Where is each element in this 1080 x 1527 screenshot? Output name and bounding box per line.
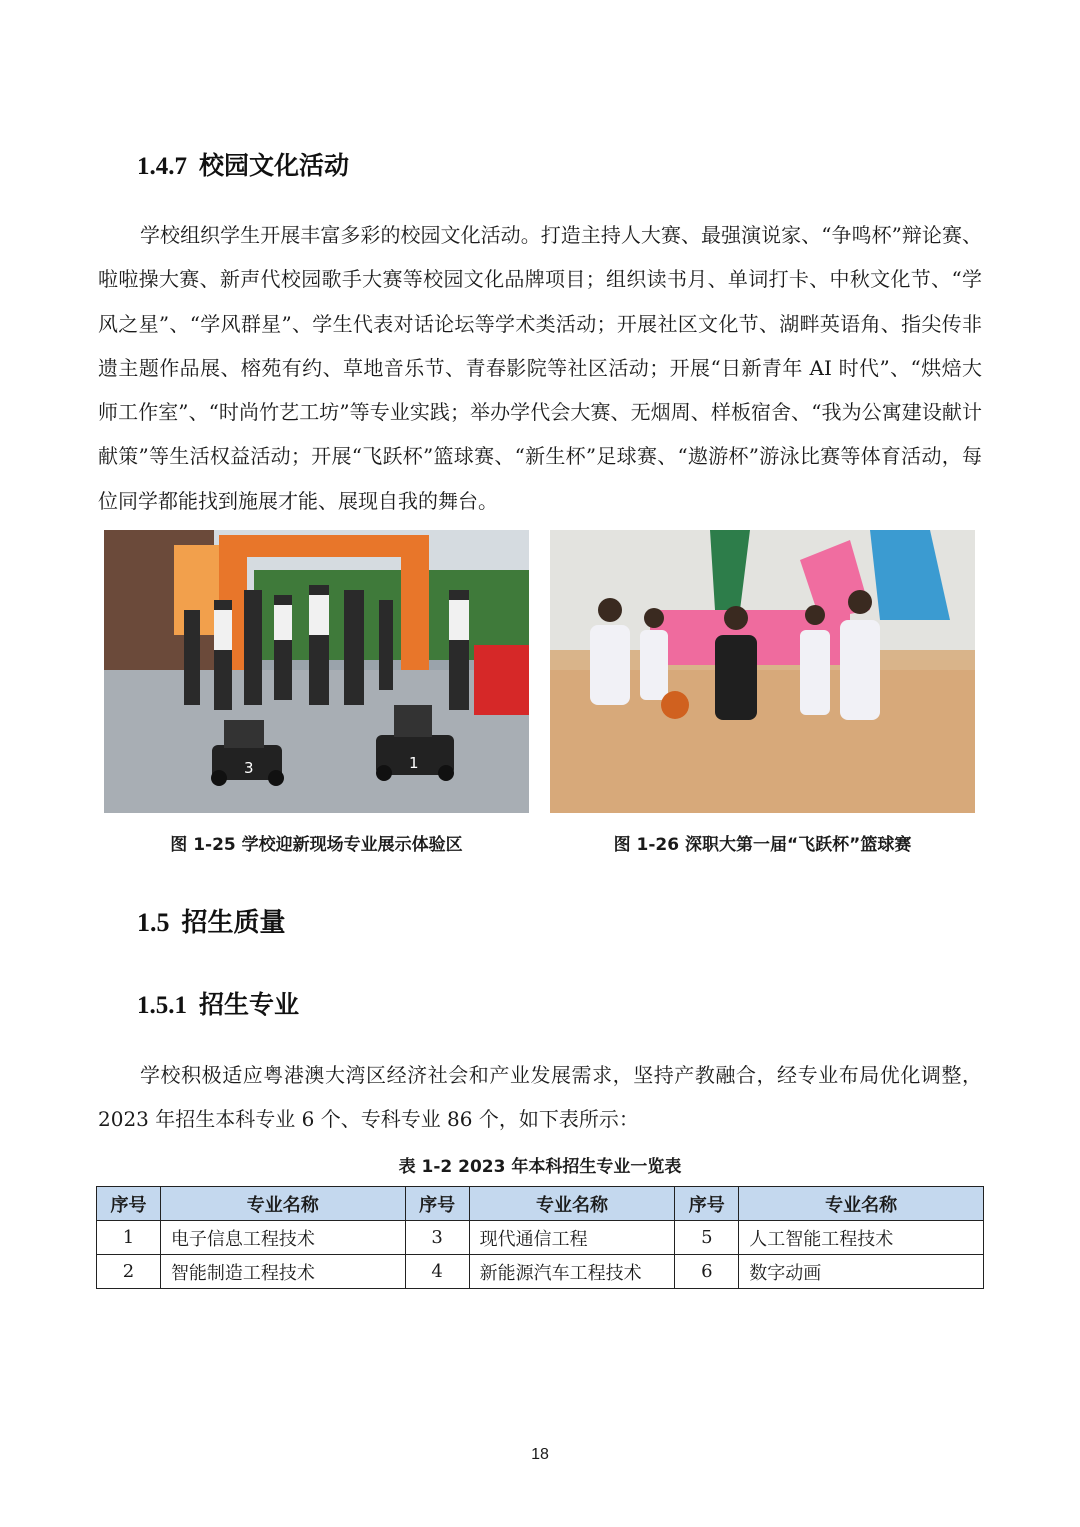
header-index: 序号	[405, 1187, 469, 1221]
cell-major-name: 智能制造工程技术	[160, 1255, 405, 1289]
majors-table	[96, 1186, 984, 1289]
photo-basketball-game	[550, 530, 975, 813]
robot-exhibition-image	[104, 530, 529, 813]
cell-index: 3	[405, 1221, 469, 1255]
cell-major-name: 电子信息工程技术	[160, 1221, 405, 1255]
basketball-game-image	[550, 530, 975, 813]
section-number: 1.5	[137, 908, 170, 937]
section-title: 招生专业	[199, 990, 300, 1019]
section-heading-1-5-1	[137, 985, 299, 1021]
cell-index: 5	[675, 1221, 739, 1255]
table-header-row	[97, 1187, 984, 1221]
header-index: 序号	[97, 1187, 161, 1221]
section-title: 招生质量	[181, 908, 286, 938]
cell-index: 1	[97, 1221, 161, 1255]
figure-caption-1-26: 图 1-26 深职大第一届“飞跃杯”篮球赛	[613, 835, 912, 855]
cell-index: 6	[675, 1255, 739, 1289]
header-major-name: 专业名称	[160, 1187, 405, 1221]
cell-major-name: 新能源汽车工程技术	[469, 1255, 675, 1289]
paragraph-enrollment-majors: 学校积极适应粤港澳大湾区经济社会和产业发展需求，坚持产教融合，经专业布局优化调整，2023 年招生本科专业 6 个、专科专业 86 个，如下表所示：	[98, 1063, 982, 1132]
table-row	[97, 1255, 984, 1289]
page-number: 18	[531, 1446, 549, 1463]
section-number: 1.5.1	[137, 992, 187, 1019]
cell-major-name: 人工智能工程技术	[739, 1221, 984, 1255]
paragraph-campus-culture: 学校组织学生开展丰富多彩的校园文化活动。打造主持人大赛、最强演说家、“争鸣杯”辩论赛、啦啦操大赛、新声代校园歌手大赛等校园文化品牌项目；组织读书月、单词打卡、中秋文化节、“学风之星”、“学风群星”、学生代表对话论坛等学术类活动；开展社区文化节、湖畔英语角、指尖传非遗主题作品展、榕苑有约、草地音乐节、青春影院等社区活动；开展“日新青年 AI 时代”、“烘焙大师工作室”、“时尚竹艺工坊”等专业实践；举办学代会大赛、无烟周、样板宿舍、“我为公寓建设献计献策”等生活权益活动；开展“飞跃杯”篮球赛、“新生杯”足球赛、“遨游杯”游泳比赛等体育活动，每位同学都能找到施展才能、展现自我的舞台。	[98, 223, 982, 513]
section-heading-1-4-7	[137, 146, 349, 182]
robot-number-3: 3	[244, 759, 254, 777]
photo-robot-exhibition	[104, 530, 529, 813]
section-number: 1.4.7	[137, 153, 187, 180]
figure-caption-1-25: 图 1-25 学校迎新现场专业展示体验区	[170, 835, 463, 855]
cell-index: 2	[97, 1255, 161, 1289]
cell-major-name: 现代通信工程	[469, 1221, 675, 1255]
header-major-name: 专业名称	[469, 1187, 675, 1221]
section-heading-1-5	[137, 902, 286, 939]
robot-number-1: 1	[409, 754, 419, 772]
section-title: 校园文化活动	[199, 151, 350, 180]
cell-index: 4	[405, 1255, 469, 1289]
table-caption: 表 1-2 2023 年本科招生专业一览表	[398, 1157, 682, 1177]
table-row	[97, 1221, 984, 1255]
cell-major-name: 数字动画	[739, 1255, 984, 1289]
header-major-name: 专业名称	[739, 1187, 984, 1221]
header-index: 序号	[675, 1187, 739, 1221]
